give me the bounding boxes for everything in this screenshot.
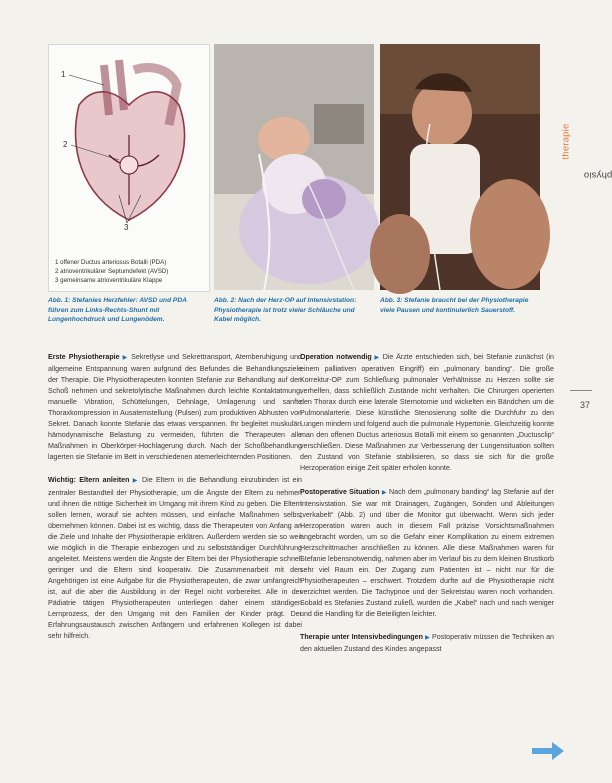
paragraph-text: Sekretlyse und Sekrettransport, Atemberuhigung und allgemeine Entspannung waren aufgrund des Befundes die Behandlungsziele der Therapie. Die Physiotherapeuten konnten Stefanie zur Behandlung auf den Schoß nehmen und sekretolytische Maßnahmen durch leichte Kontaktatmung, manuelle Vibration, Schüttelungen, Dehnlage, Umlagerung und sanfte Thoraxkompression in Ausatemstellung (Pulsen) zum produktiven Abhusten von Sekret. Danach konnte Stefanie das etwas verspannen. Ihr begleitet muskulär-hämodynamische Belastung zu vermeiden, führten die Therapeuten alle Maßnahmen in Oberkörper-Hochlagerung durch. Nach der Schoßbehandlung lagerten sie Stefanie im Bett in verschiedenen atemerleichternden Positionen.: [48, 353, 302, 462]
paragraph: [300, 632, 554, 655]
paragraph-heading: Therapie unter Intensivbedingungen: [300, 633, 423, 642]
text-column-left: [48, 352, 302, 654]
paragraph-heading: Operation notwendig: [300, 353, 372, 361]
figure-caption-2: Abb. 2: Nach der Herz-OP auf Intensivstation: Physiotherapie ist trotz vieler Schläuche und Kabel möglich.: [214, 297, 357, 323]
sidebar-divider: [570, 390, 592, 391]
marker-2: 2: [63, 140, 68, 149]
paragraph-text: Postoperativ müssen die Techniken an den aktuellen Zustand des Kindes angepasst: [300, 633, 554, 654]
triangle-icon: ▶: [381, 489, 387, 496]
sidebar-title-part-a: physio: [583, 169, 612, 181]
paragraph: [48, 352, 302, 463]
page-number: 37: [579, 400, 590, 410]
paragraph-text: Nach dem „pulmonary banding“ lag Stefanie auf der Intensivstation. Sie war mit Drainagen, Zugängen, Sonden und Ableitungen „verkabelt“ (Abb. 2) und über die Monitor gut überwacht. Wenn sich jeder Herzoperation waren auch in diesem Fall präzise Vorsichtsmaßnahmen angebracht worden, um so die Gefahr einer Komplikation zu einem extremen Herzschrittmacher anschließen zu können. Alle diese Maßnahmen waren für Stefanie lebensnotwendig, nahmen aber im Verlauf bis zu dem kleinen Brustkorb sehr viel Raum ein. Der Zugang zum Patienten ist – nicht nur für die Physiotherapeuten – erschwert. Trotzdem durfte auf die Physiotherapie nicht verzichtet werden. Die Tachypnoe und der Sekretstau waren noch vorhanden. Sobald es Stefanies Zustand zuließ, wurden die „Kabel“ nach und nach weniger und die Handling für die Beteiligten leichter.: [300, 487, 554, 619]
paragraph: [300, 487, 554, 621]
figure-photo-intensive-care: [214, 44, 374, 290]
legend-item: 1 offener Ductus arteriosus Botalli (PDA): [55, 259, 167, 266]
paragraph-text: Die Ärzte entschieden sich, bei Stefanie zunächst (in einem palliativen operativen Eingriff) ein „pulmonary banding“. Die große Korrektur-OP zum Schließung pulmonaler Verhältnisse zu Herzen sollte sie verhelfen, dass schließlich Zustände nicht verhalten. Die Chirurgen operierten den Thorax durch eine laterale Sternotomie und wickelten ein Bändchen um die Pulmonalarterie. Diese künstliche Stenosierung sollte die Durchfuhr zu den Lungen mindern und folgend auch die pulmonale Hypertonie. Gleichzeitig konnte man den offenen Ductus arteriosus Botalli mit einem so genannten „Ductusclip“ verschließen. Diese Maßnahmen zur Verbesserung der Lungensituation sollten den Zustand von Stefanie stabilisieren, so dass sie sich für die große Herzoperation einige Zeit später erholen konnte.: [300, 353, 554, 473]
figure-heart-diagram: [48, 44, 210, 292]
triangle-icon: ▶: [425, 635, 430, 642]
marker-1: 1: [61, 70, 66, 79]
legend-item: 3 gemeinsame atrioventrikuläre Klappe: [55, 277, 163, 284]
sidebar-title-part-b: therapie: [560, 123, 572, 160]
arrow-right-icon: [532, 741, 564, 761]
paragraph-heading: Erste Physiotherapie: [48, 353, 120, 361]
heart-diagram-illustration: [49, 45, 209, 230]
triangle-icon: ▶: [132, 478, 139, 485]
paragraph: [300, 352, 554, 475]
triangle-icon: ▶: [374, 355, 380, 361]
paragraph: [48, 475, 302, 642]
triangle-icon: ▶: [122, 355, 129, 361]
text-column-right: [300, 352, 554, 667]
legend-item: 2 atrioventrikulärer Septumdefekt (AVSD): [55, 268, 169, 275]
paragraph-heading: Postoperative Situation: [300, 487, 380, 496]
figure-photo-physiotherapy: [380, 44, 540, 290]
paragraph-heading: Wichtig: Eltern anleiten: [48, 476, 130, 485]
figure-caption-1: Abb. 1: Stefanies Herzfehler: AVSD und PDA führen zum Links-Rechts-Shunt mit Lungenhochdruck und Lungenödem.: [48, 297, 187, 323]
marker-3: 3: [124, 223, 129, 232]
heart-diagram-legend: [55, 258, 205, 285]
section-sidebar-label: [560, 104, 612, 184]
figure-caption-3: Abb. 3: Stefanie braucht bei der Physiotherapie viele Pausen und kontinuierlich Sauerstoff.: [380, 297, 529, 314]
photo-infant-bed: [214, 44, 374, 290]
paragraph-text: Die Eltern in die Behandlung einzubinden ist ein zentraler Bestandteil der Physiotherapie, um die Ängste der Eltern zu nehmen und ihnen die nötige Sicherheit im Umgang mit ihrem Kind zu geben. Die Eltern sollen lernen, worauf sie achten müssen, und einfache Maßnahmen selbst übernehmen können. Dabei ist es wichtig, dass die Therapeuten von Anfang an die Ziele und Inhalte der Physiotherapie erklären. Außerdem werden sie so weit wie möglich in die Therapie einbezogen und zu selbstständiger Durchführung angeleitet. Meistens werden die Ängste der Eltern bei der Physiotherapie schnell geringer und die Eltern sind kooperativ. Die Zusammenarbeit mit den Angehörigen ist eine Aufgabe für die Physiotherapeuten, die zwar umfangreich ist, auf die aber die Ausbildung in der Regel nicht vorbereitet. Alle in der Pädiatrie tätigen Physiotherapeuten unterliegen daher einem ständigen Lernprozess, der den Umgang mit den Familien der Kinder prägt. Der Erfahrungsaustausch zwischen Anfängern und erfahrenen Kollegen ist dabei sehr hilfreich.: [48, 476, 302, 641]
photo-infant-held: [380, 44, 540, 290]
